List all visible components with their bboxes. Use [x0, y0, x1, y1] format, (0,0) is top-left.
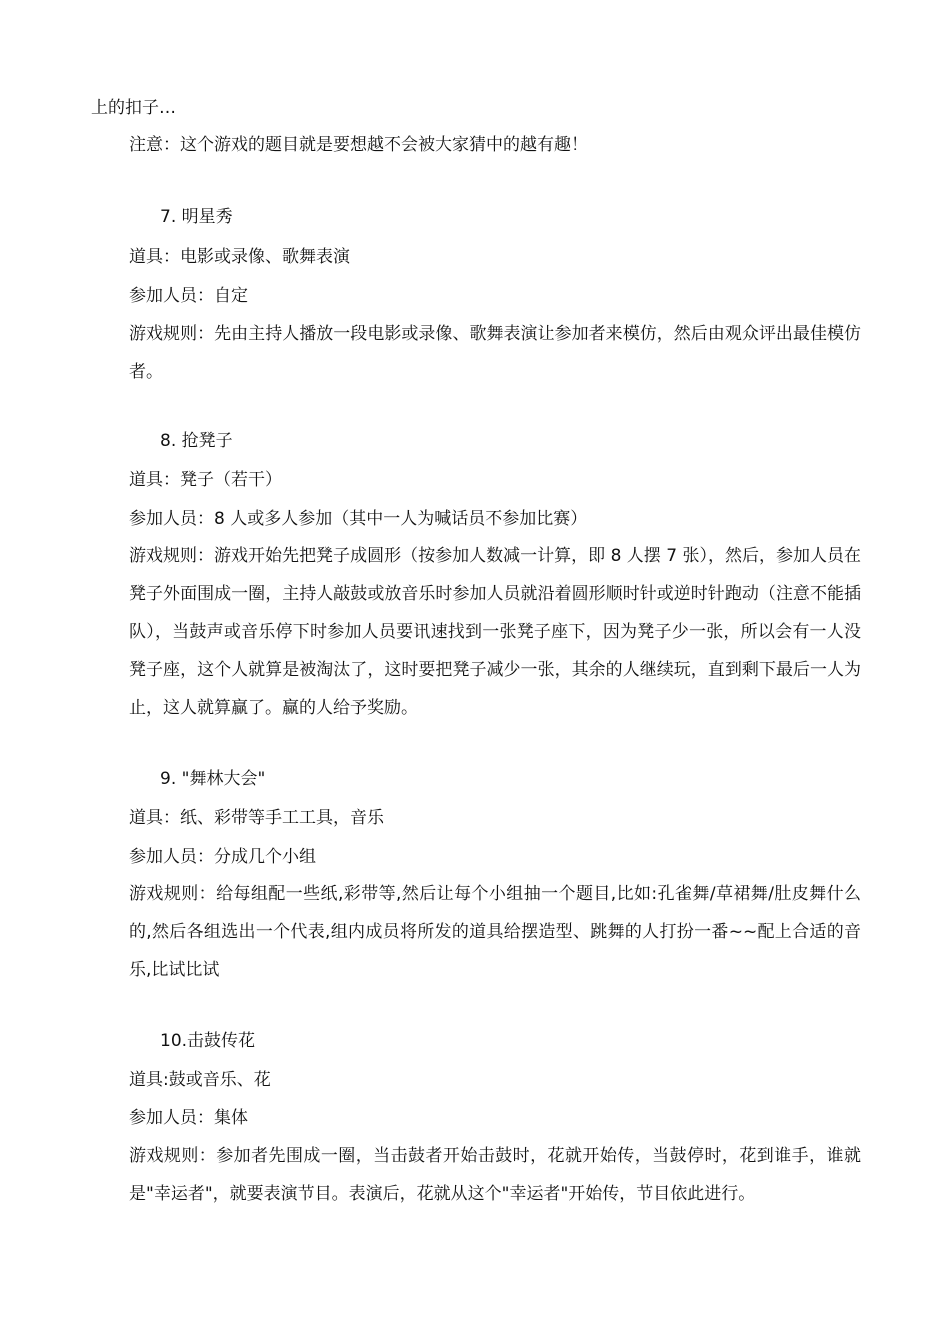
game-7-rules [91, 315, 861, 391]
game-8-props: 道具：凳子（若干） [129, 470, 282, 490]
game-7-props: 道具：电影或录像、歌舞表演 [129, 247, 350, 267]
game-8-participants: 参加人员：8 人或多人参加（其中一人为喊话员不参加比赛） [129, 509, 588, 529]
game-9-props: 道具：纸、彩带等手工工具，音乐 [129, 808, 384, 828]
game-10-rules [91, 1137, 861, 1213]
game-9-title: 9. "舞林大会" [160, 769, 266, 789]
game-9-rules [91, 875, 861, 989]
game-8-rules-text: 游戏规则：游戏开始先把凳子成圆形（按参加人数减一计算，即 8 人摆 7 张），然后，参加人员在凳子外面围成一圈，主持人敲鼓或放音乐时参加人员就沿着圆形顺时针或逆时针跑动（注意不能插队），当鼓声或音乐停下时参加人员要讯速找到一张凳子座下，因为凳子少一张，所以会有一人没凳子座，这个人就算是被淘汰了，这时要把凳子减少一张，其余的人继续玩，直到剩下最后一人为止，这人就算赢了。赢的人给予奖励。 [129, 546, 861, 718]
game-8-title: 8. 抢凳子 [160, 431, 233, 451]
game-10-participants: 参加人员：集体 [129, 1108, 248, 1128]
game-7-title: 7. 明星秀 [160, 207, 233, 227]
game-9-participants: 参加人员：分成几个小组 [129, 847, 316, 867]
game-7-participants: 参加人员：自定 [129, 286, 248, 306]
game-9-rules-text: 游戏规则：给每组配一些纸,彩带等,然后让每个小组抽一个题目,比如:孔雀舞/草裙舞/肚皮舞什么的,然后各组选出一个代表,组内成员将所发的道具给摆造型、跳舞的人打扮一番~~配上合适的音乐,比试比试 [129, 884, 861, 980]
game-10-rules-text: 游戏规则：参加者先围成一圈，当击鼓者开始击鼓时，花就开始传，当鼓停时，花到谁手，谁就是"幸运者"，就要表演节目。表演后，花就从这个"幸运者"开始传，节目依此进行。 [129, 1146, 861, 1204]
game-7-rules-text: 游戏规则：先由主持人播放一段电影或录像、歌舞表演让参加者来模仿，然后由观众评出最佳模仿者。 [129, 324, 861, 382]
game-10-props: 道具:鼓或音乐、花 [129, 1070, 271, 1090]
game-8-rules [91, 537, 861, 727]
note-text: 注意：这个游戏的题目就是要想越不会被大家猜中的越有趣！ [129, 135, 588, 155]
game-10-title: 10.击鼓传花 [160, 1031, 256, 1051]
continuation-text: 上的扣子… [91, 98, 176, 118]
